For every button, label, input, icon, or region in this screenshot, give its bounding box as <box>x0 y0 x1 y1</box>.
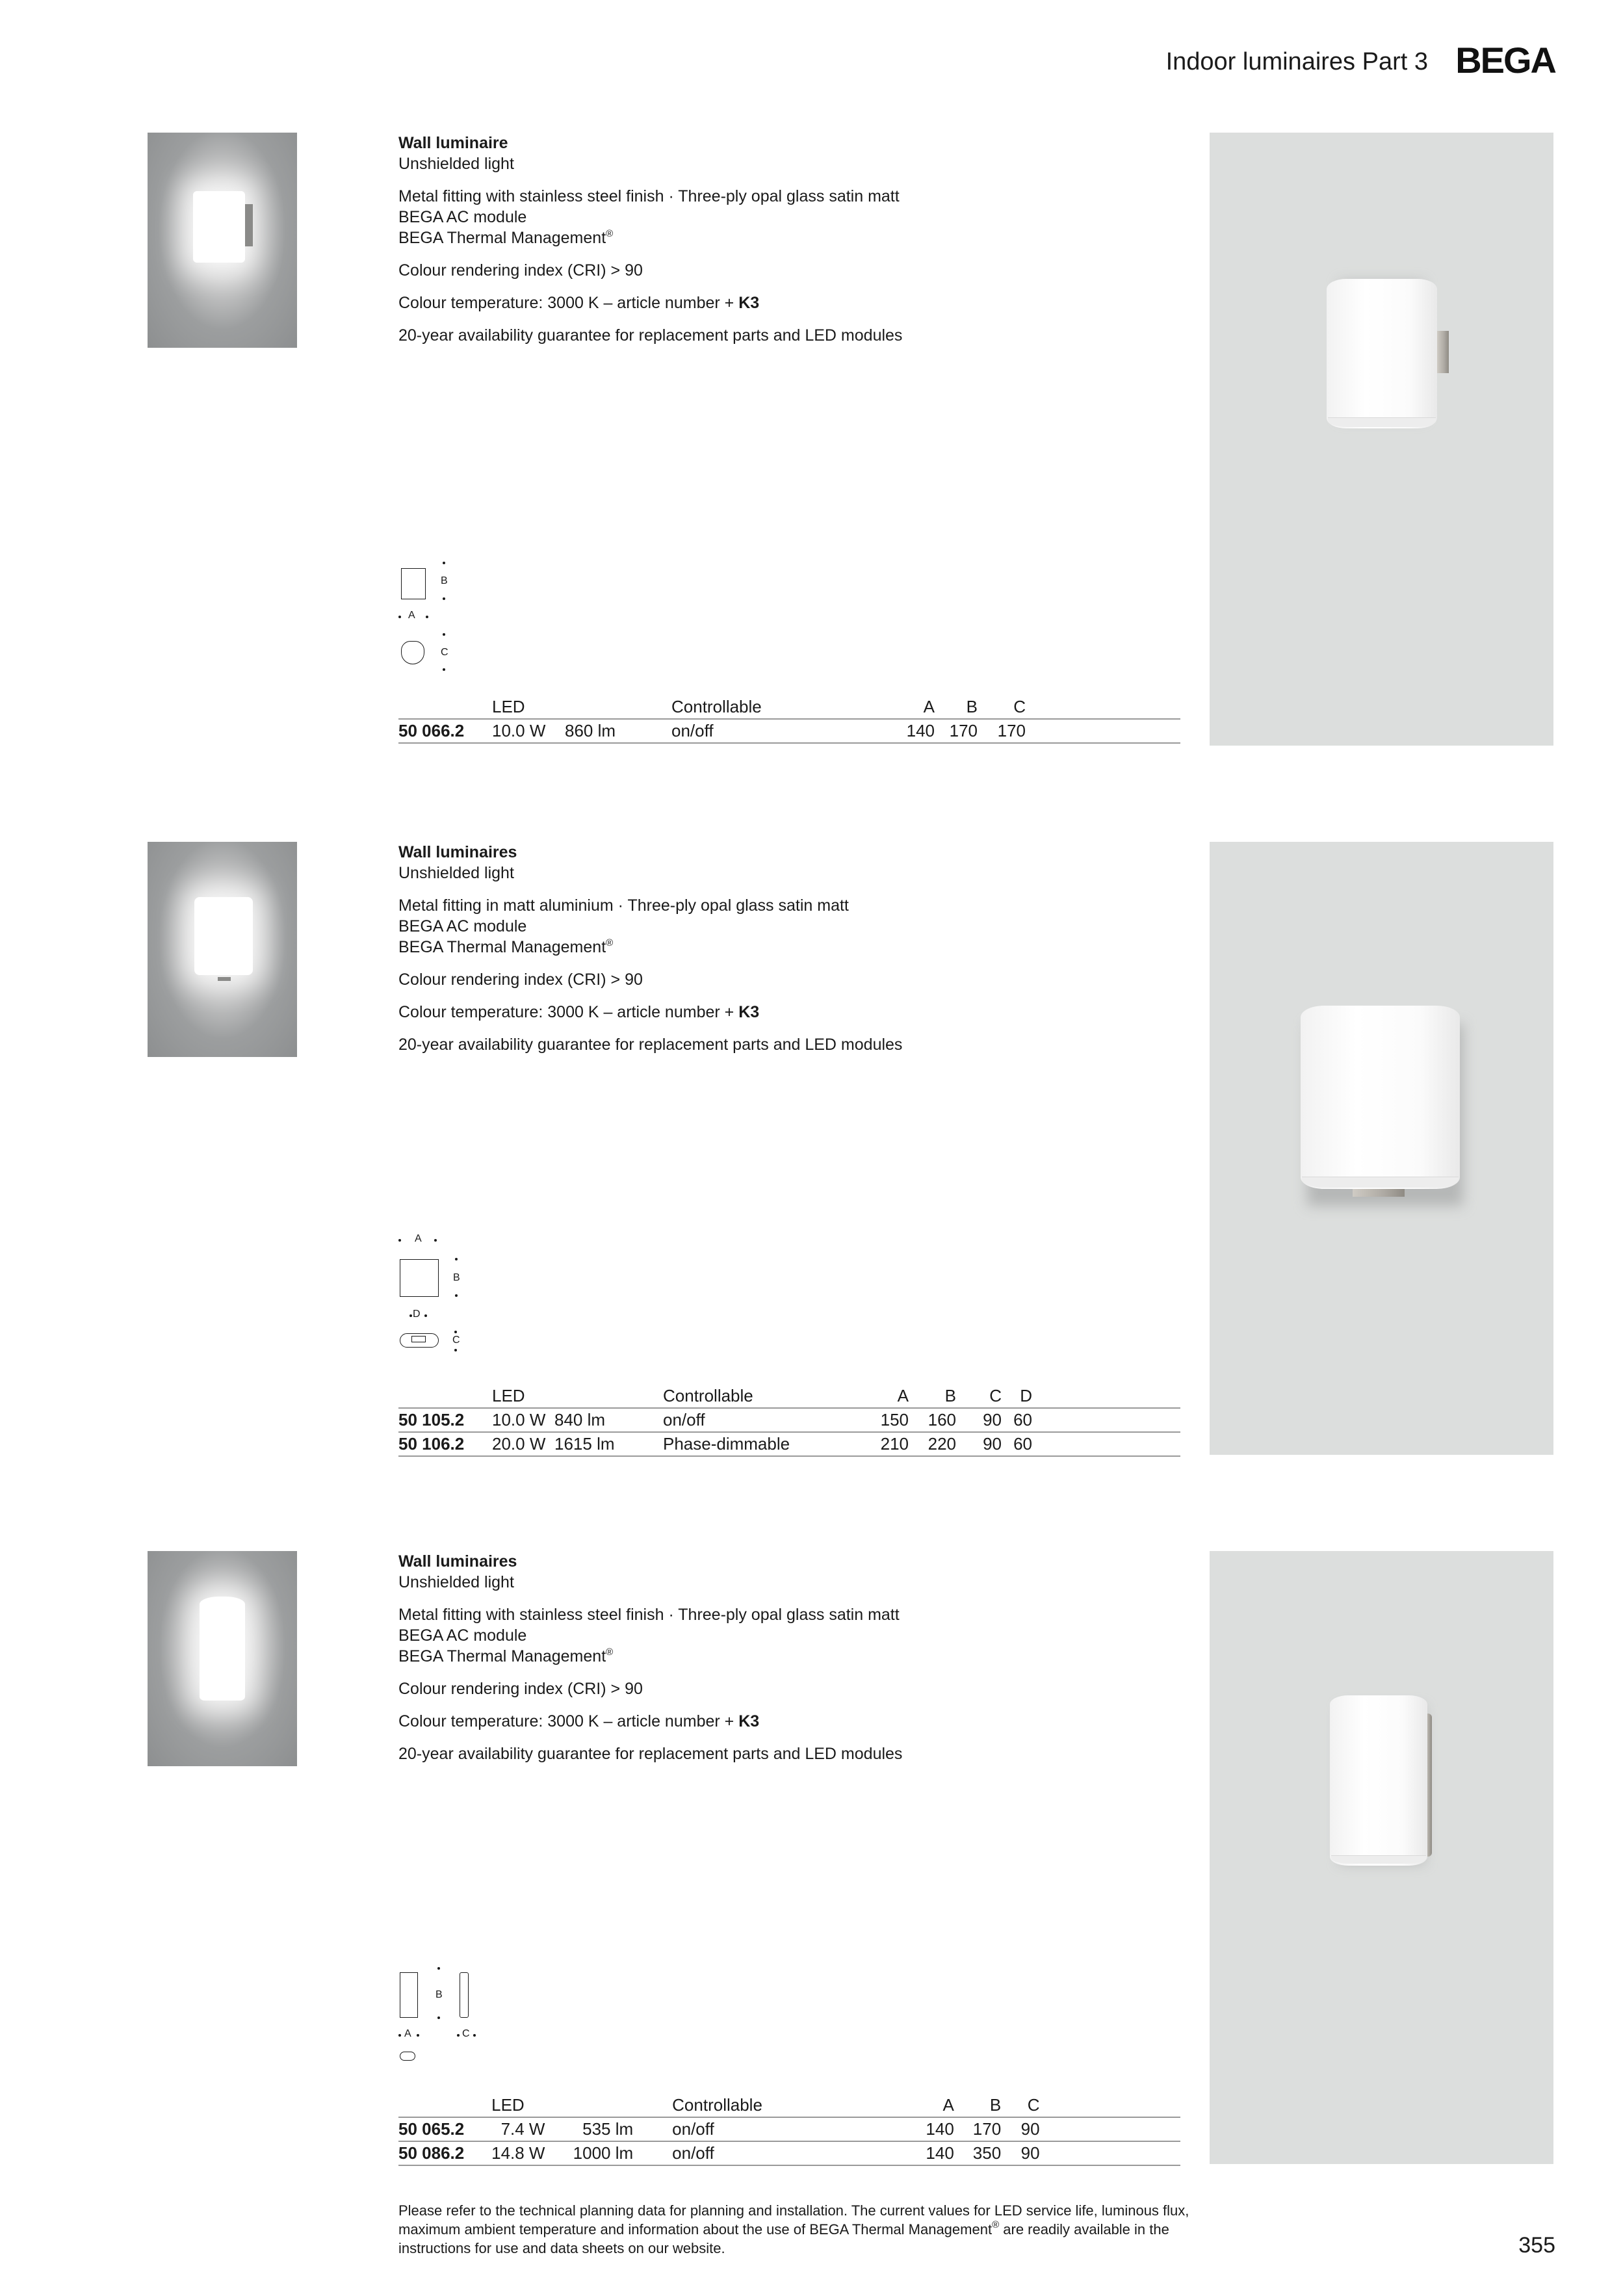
colour-temperature-line: Colour temperature: 3000 K – article number + K3 <box>398 1712 760 1730</box>
feature-line: BEGA Thermal Management® <box>398 1647 614 1665</box>
header-title: Indoor luminaires Part 3 <box>1165 48 1428 75</box>
guarantee-line: 20-year availability guarantee for replacement parts and LED modules <box>398 1745 903 1763</box>
cri-line: Colour rendering index (CRI) > 90 <box>398 1680 643 1698</box>
product-section-3 <box>0 1551 1623 2165</box>
specification-table: LED Controllable A B C 50 066.2 10.0 W 860 lm on/off 140 170 170 <box>398 696 1180 744</box>
colour-temperature-line: Colour temperature: 3000 K – article number + K3 <box>398 1003 760 1021</box>
table-row: 50 065.2 7.4 W 535 lm on/off 140 170 90 <box>398 2117 1180 2141</box>
guarantee-line: 20-year availability guarantee for replacement parts and LED modules <box>398 326 903 345</box>
table-row: 50 105.2 10.0 W 840 lm on/off 150 160 90 60 <box>398 1408 1180 1432</box>
specification-table: LED Controllable A B C 50 065.2 7.4 W 535 lm on/off 140 170 90 50 086.2 14.8 W 1000 lm on/off 140 350 90 <box>398 2094 1180 2166</box>
product-description <box>398 842 1178 1055</box>
product-section-1 <box>0 133 1623 746</box>
colour-temperature-line: Colour temperature: 3000 K – article number + K3 <box>398 294 760 312</box>
dimension-drawing: A B D C <box>398 1232 489 1362</box>
feature-line: BEGA Thermal Management® <box>398 937 614 956</box>
feature-line: BEGA Thermal Management® <box>398 228 614 247</box>
product-subtitle: Unshielded light <box>398 1573 514 1591</box>
product-description <box>398 133 1178 346</box>
product-description <box>398 1551 1178 1764</box>
footnote: Please refer to the technical planning data for planning and installation. The current values for LED service life, luminous flux, maximum ambient temperature and information about the use of BEGA Thermal Management® are readily available in the instructions for use and data sheets on our website. <box>398 2202 1189 2256</box>
table-row: 50 066.2 10.0 W 860 lm on/off 140 170 170 <box>398 719 1180 743</box>
dimension-drawing: B A C <box>398 562 476 659</box>
product-section-2 <box>0 842 1623 1455</box>
ambient-photo-thumbnail <box>148 842 297 1057</box>
cri-line: Colour rendering index (CRI) > 90 <box>398 261 643 280</box>
feature-line: Metal fitting with stainless steel finish · Three-ply opal glass satin matt <box>398 1606 900 1624</box>
product-title: Wall luminaire <box>398 134 508 152</box>
page-number: 355 <box>1518 2233 1555 2258</box>
ambient-photo-thumbnail <box>148 1551 297 1766</box>
specification-table: LED Controllable A B C D 50 105.2 10.0 W 840 lm on/off 150 160 90 60 50 106.2 20.0 W 1615 lm Phase-dimmable 210 220 90 60 <box>398 1385 1180 1457</box>
product-photo <box>1210 1551 1553 2164</box>
product-photo <box>1210 842 1553 1455</box>
product-subtitle: Unshielded light <box>398 864 514 882</box>
dimension-drawing: B A C <box>398 1967 489 2071</box>
brand-logo: BEGA <box>1455 40 1555 81</box>
ambient-photo-thumbnail <box>148 133 297 348</box>
guarantee-line: 20-year availability guarantee for replacement parts and LED modules <box>398 1036 903 1054</box>
cri-line: Colour rendering index (CRI) > 90 <box>398 971 643 989</box>
feature-line: Metal fitting with stainless steel finish · Three-ply opal glass satin matt <box>398 187 900 205</box>
feature-line: BEGA AC module <box>398 1626 527 1645</box>
product-photo <box>1210 133 1553 746</box>
feature-line: Metal fitting in matt aluminium · Three-ply opal glass satin matt <box>398 896 849 915</box>
table-row: 50 086.2 14.8 W 1000 lm on/off 140 350 90 <box>398 2141 1180 2165</box>
table-row: 50 106.2 20.0 W 1615 lm Phase-dimmable 210 220 90 60 <box>398 1432 1180 1456</box>
product-title: Wall luminaires <box>398 843 517 861</box>
feature-line: BEGA AC module <box>398 917 527 935</box>
product-title: Wall luminaires <box>398 1552 517 1571</box>
feature-line: BEGA AC module <box>398 208 527 226</box>
product-subtitle: Unshielded light <box>398 155 514 173</box>
